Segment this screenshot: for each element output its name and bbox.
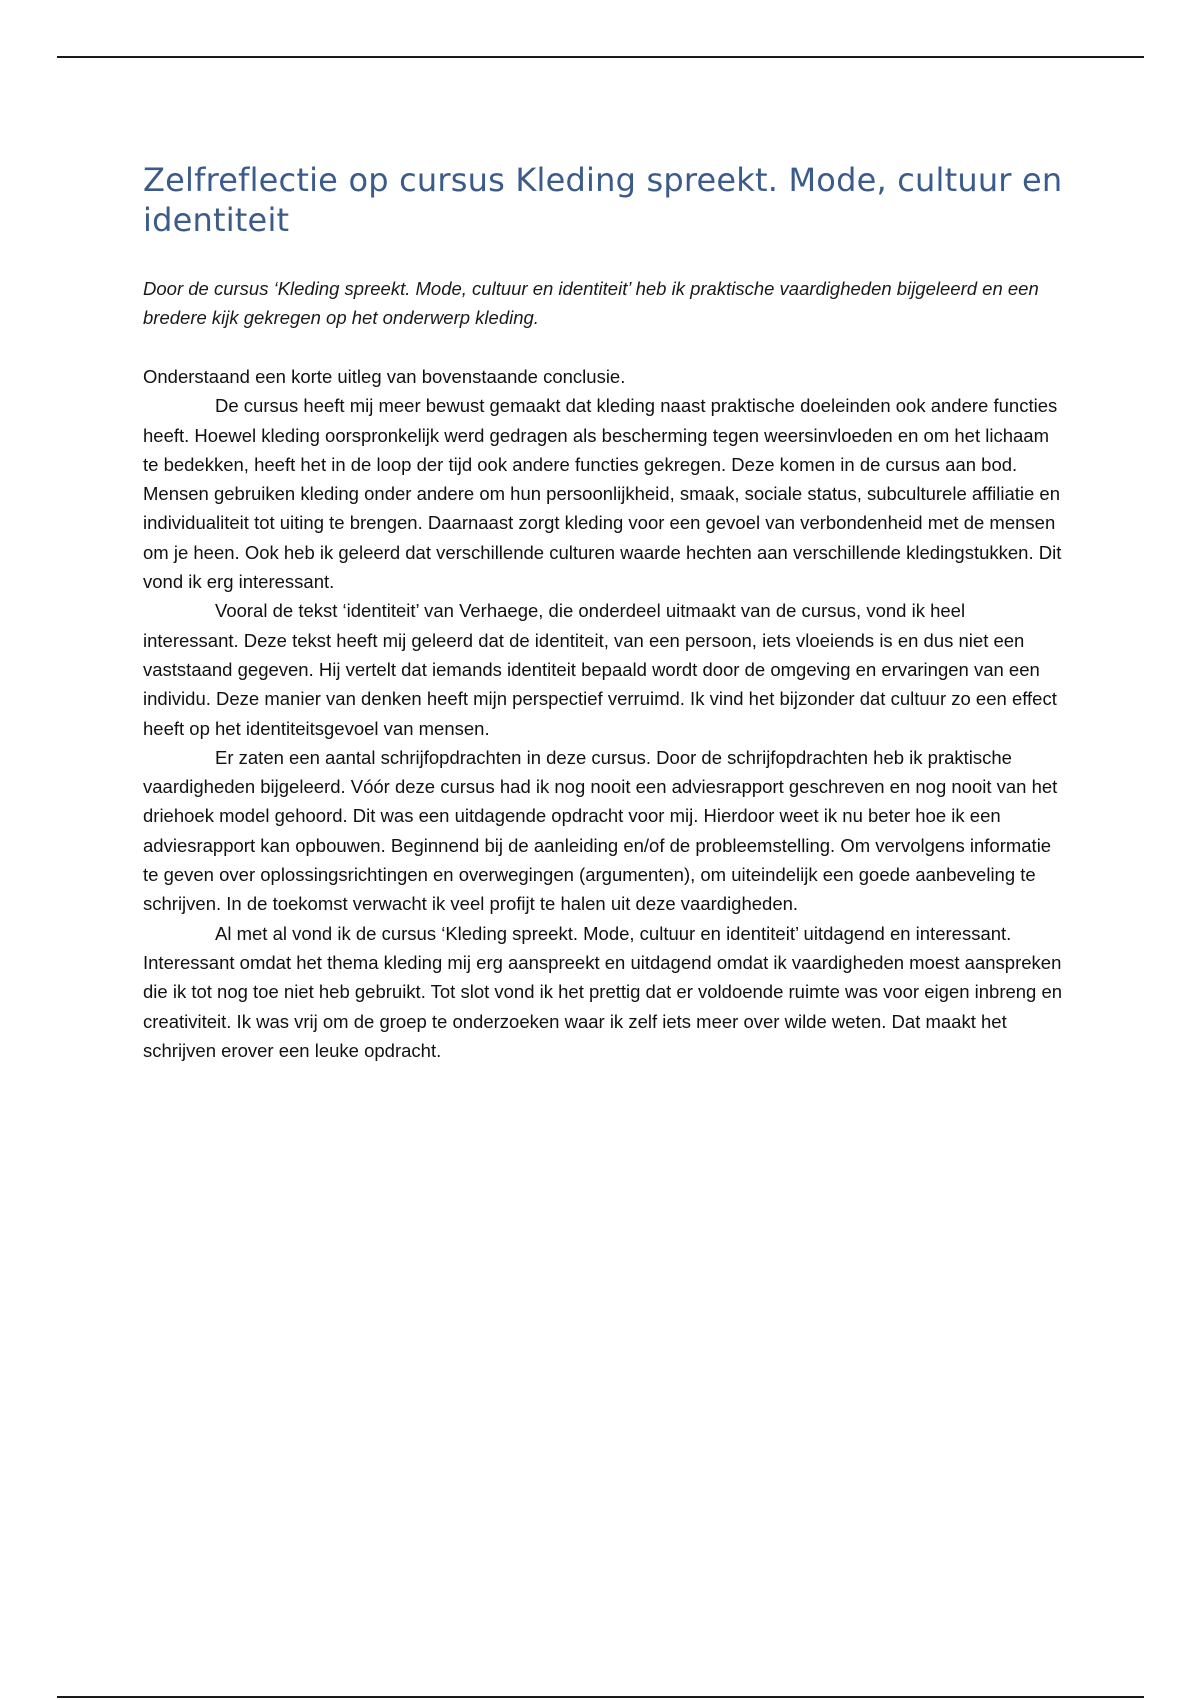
paragraph: Er zaten een aantal schrijfopdrachten in deze cursus. Door de schrijfopdrachten heb ik praktische vaardigheden bijgeleerd. Vóór deze cursus had ik nog nooit een adviesrapport geschreven en nog nooit van het driehoek model gehoord. Dit was een uitdagende opdracht voor mij. Hierdoor weet ik nu beter hoe ik een adviesrapport kan opbouwen. Beginnend bij de aanleiding en/of de probleemstelling. Om vervolgens informatie te geven over oplossingsrichtingen en overwegingen (argumenten), om uiteindelijk een goede aanbeveling te schrijven. In de toekomst verwacht ik veel profijt te halen uit deze vaardigheden. [143, 746, 1058, 915]
paragraph: De cursus heeft mij meer bewust gemaakt dat kleding naast praktische doeleinden ook andere functies heeft. Hoewel kleding oorspronkelijk werd gedragen als bescherming tegen weersinvloeden en om het lichaam te bedekken, heeft het in de loop der tijd ook andere functies gekregen. Deze komen in de cursus aan bod. Mensen gebruiken kleding onder andere om hun persoonlijkheid, smaak, sociale status, subculturele affiliatie en individualiteit tot uiting te brengen. Daarnaast zorgt kleding voor een gevoel van verbondenheid met de mensen om je heen. Ook heb ik geleerd dat verschillende culturen waarde hechten aan verschillende kledingstukken. Dit vond ik erg interessant. [143, 395, 1062, 593]
lead-sentence: Onderstaand een korte uitleg van bovenstaande conclusie. [143, 366, 626, 387]
paragraph: Al met al vond ik de cursus ‘Kleding spreekt. Mode, cultuur en identiteit’ uitdagend en interessant. Interessant omdat het thema kleding mij erg aanspreekt en uitdagend omdat ik vaardigheden moest aanspreken die ik tot nog toe niet heb gebruikt. Tot slot vond ik het prettig dat er voldoende ruimte was voor eigen inbreng en creativiteit. Ik was vrij om de groep te onderzoeken waar ik zelf iets meer over wilde weten. Dat maakt het schrijven erover een leuke opdracht. [143, 922, 1063, 1061]
document-body [143, 160, 1063, 1065]
paragraph: Vooral de tekst ‘identiteit’ van Verhaege, die onderdeel uitmaakt van de cursus, vond ik heel interessant. Deze tekst heeft mij geleerd dat de identiteit, van een persoon, iets vloeiends is en dus niet een vaststaand gegeven. Hij vertelt dat iemands identiteit bepaald wordt door de omgeving en ervaringen van een individu. Deze manier van denken heeft mijn perspectief verruimd. Ik vind het bijzonder dat cultuur zo een effect heeft op het identiteitsgevoel van mensen. [143, 600, 1057, 739]
document-title: Zelfreflectie op cursus Kleding spreekt. Mode, cultuur en identiteit [143, 161, 1063, 239]
intro-summary: Door de cursus ‘Kleding spreekt. Mode, cultuur en identiteit’ heb ik praktische vaardigheden bijgeleerd en een bredere kijk gekregen op het onderwerp kleding. [143, 278, 1039, 328]
header-rule [57, 56, 1144, 58]
body-text [143, 362, 1063, 1065]
footer-rule [57, 1696, 1144, 1698]
